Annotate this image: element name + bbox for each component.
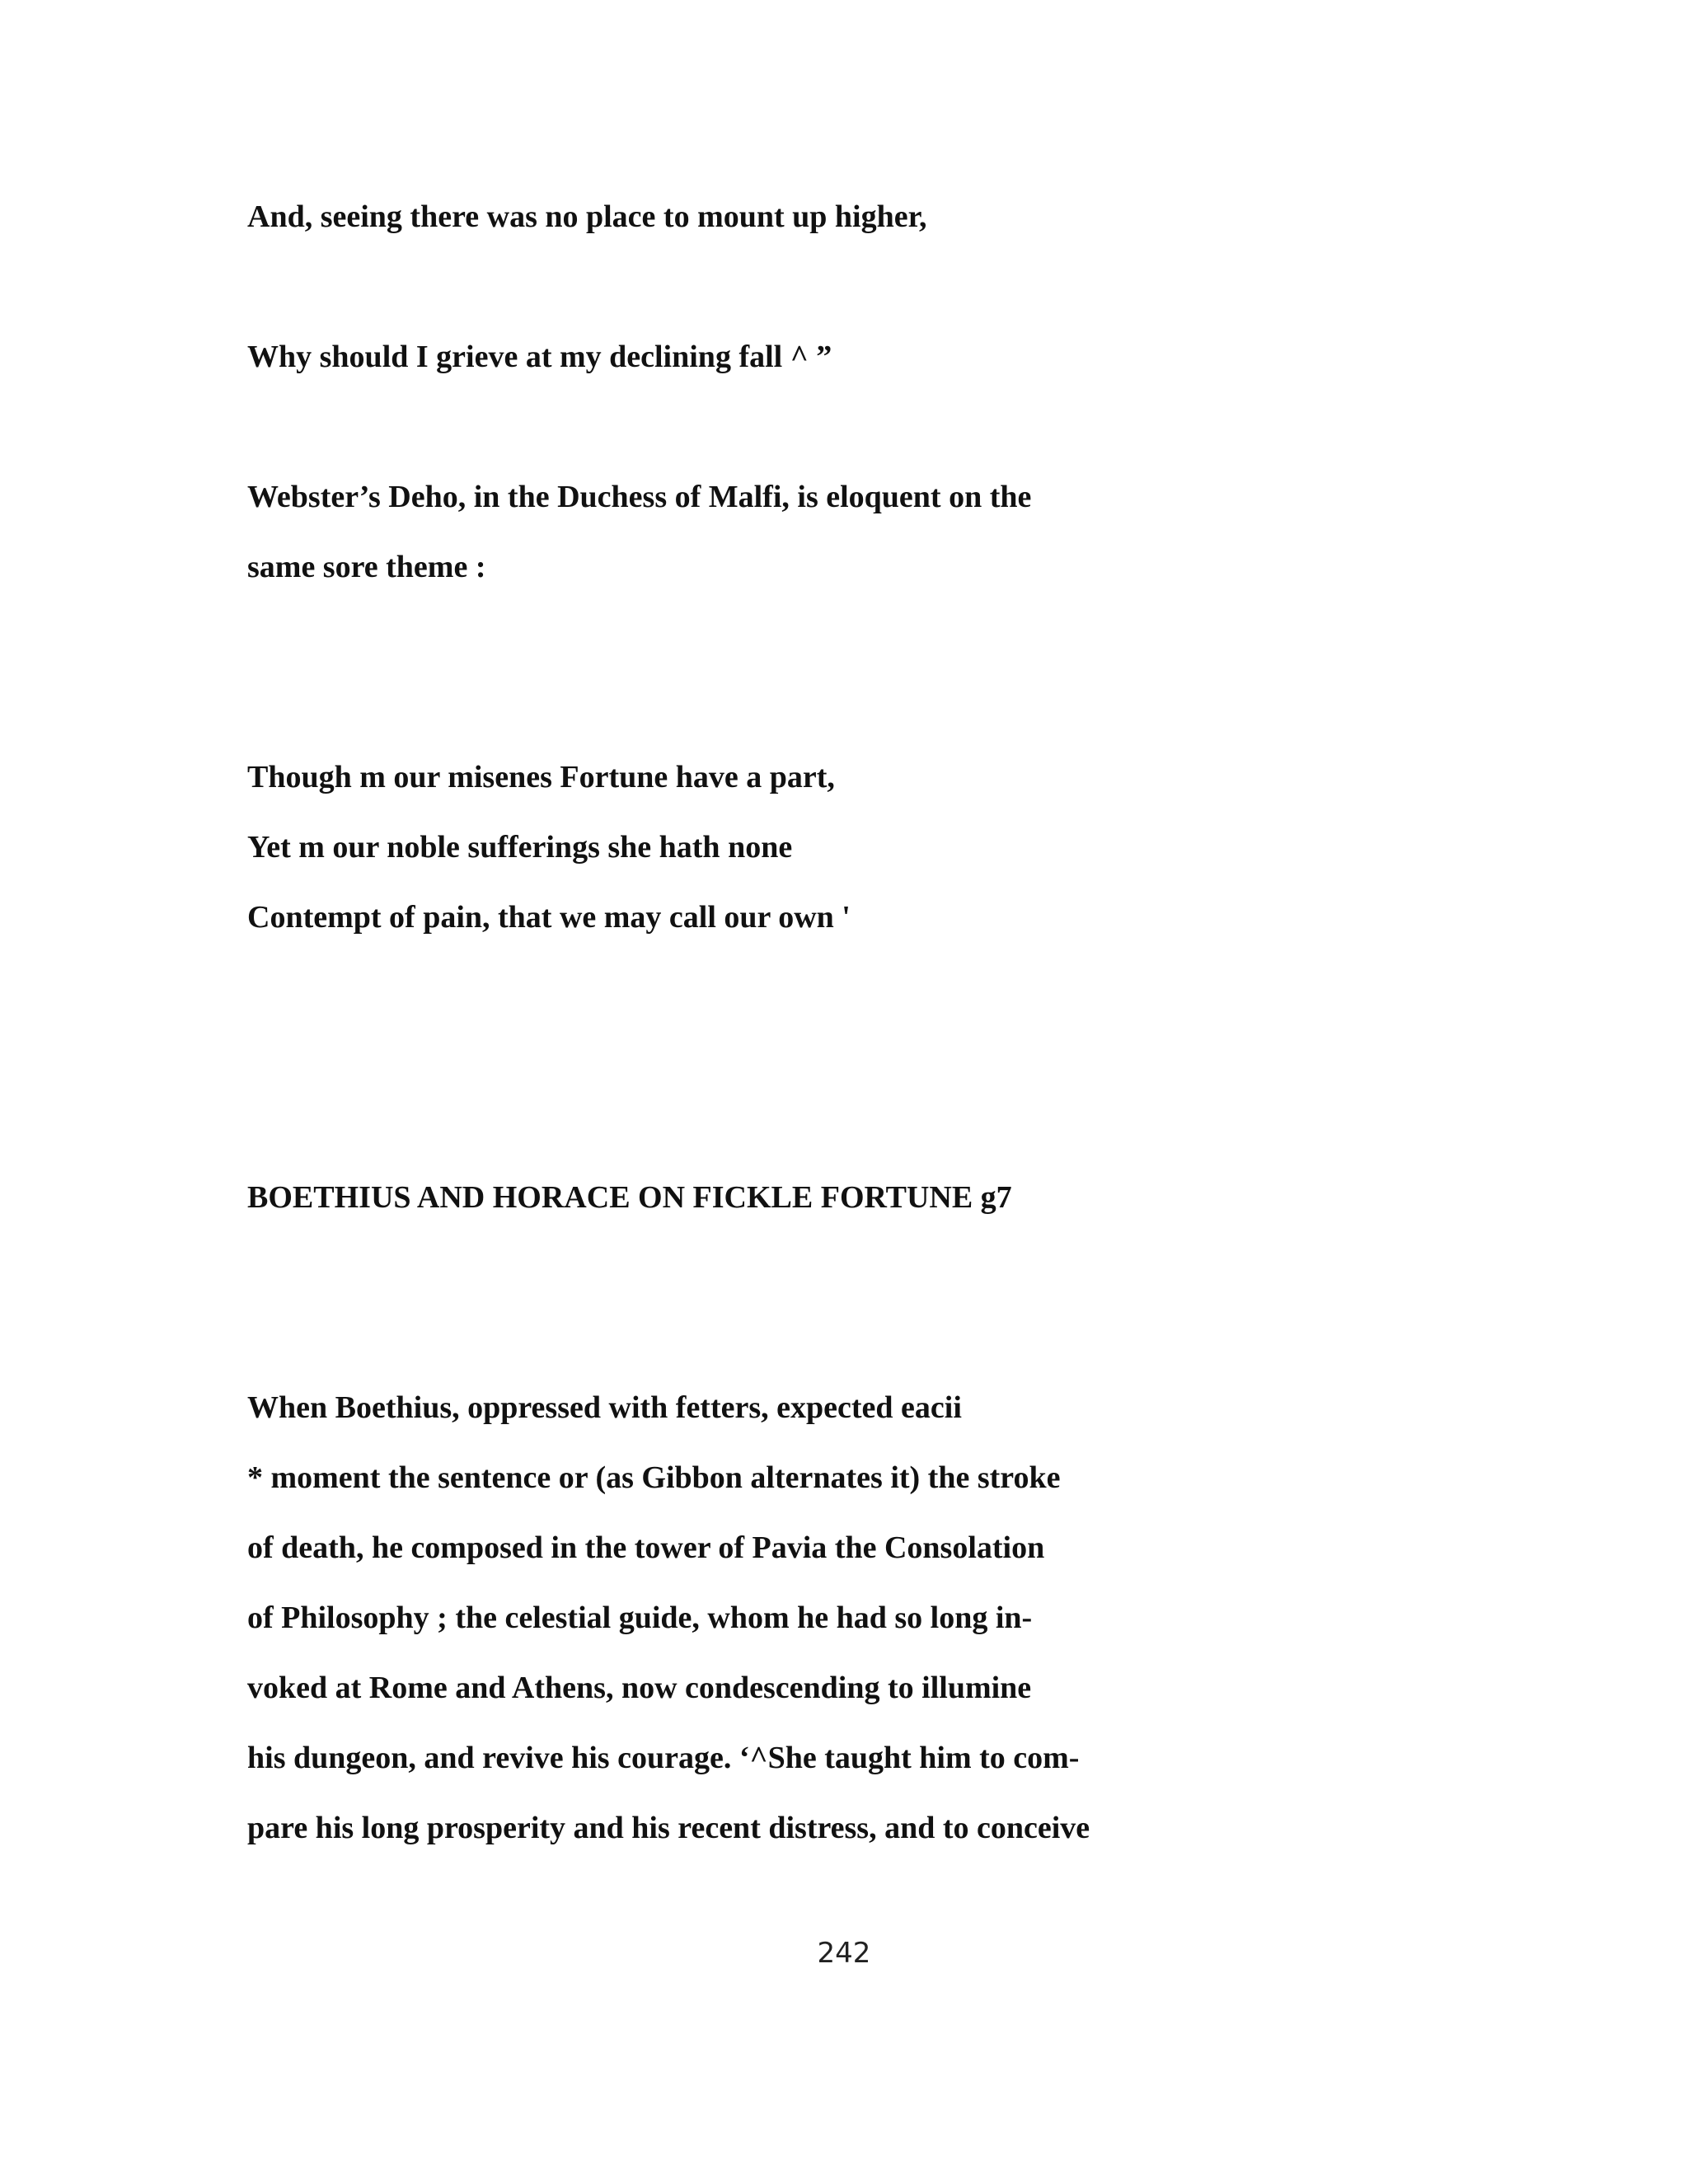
verse-line: Though m our misenes Fortune have a part, (247, 760, 835, 794)
verse-line: And, seeing there was no place to mount up higher, (247, 199, 927, 234)
paragraph-line: same sore theme : (247, 550, 486, 584)
paragraph-line: pare his long prosperity and his recent distress, and to conceive (247, 1811, 1090, 1845)
verse-line: Yet m our noble sufferings she hath none (247, 830, 793, 865)
paragraph-line: his dungeon, and revive his courage. ‘^She taught him to com- (247, 1741, 1080, 1775)
section-heading: BOETHIUS AND HORACE ON FICKLE FORTUNE g7 (247, 1180, 1012, 1215)
verse-line: Contempt of pain, that we may call our own ' (247, 900, 851, 935)
paragraph-line: of Philosophy ; the celestial guide, whom he had so long in- (247, 1601, 1033, 1635)
paragraph-line: When Boethius, oppressed with fetters, expected eacii (247, 1390, 962, 1425)
page-number: 242 (817, 1937, 871, 1970)
paragraph-line: * moment the sentence or (as Gibbon alternates it) the stroke (247, 1460, 1061, 1495)
verse-line: Why should I grieve at my declining fall ^ ” (247, 340, 832, 374)
paragraph-line: voked at Rome and Athens, now condescending to illumine (247, 1671, 1032, 1705)
paragraph-line: Webster’s Deho, in the Duchess of Malfi, is eloquent on the (247, 480, 1032, 514)
paragraph-line: of death, he composed in the tower of Pavia the Consolation (247, 1530, 1045, 1565)
